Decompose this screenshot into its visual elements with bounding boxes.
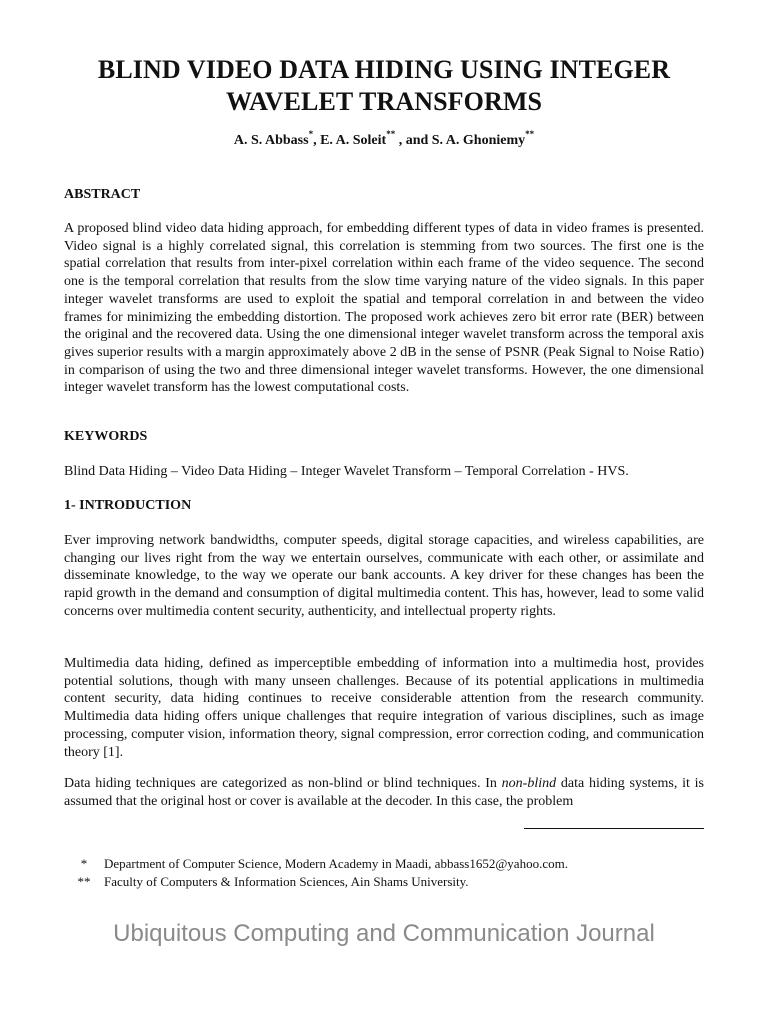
intro-paragraph-2: Multimedia data hiding, defined as imperceptible embedding of information into a multimedia host, provides potential solutions, though with many unseen challenges. Because of its potential applications in multimedia content security, data hiding continues to receive considerable attention from the research community. Multimedia data hiding offers unique challenges that require integration of various disciplines, such as image processing, computer vision, information theory, signal compression, error correction coding, and communication theory [1]. — [64, 656, 704, 760]
footnote-text: Faculty of Computers & Information Sciences, Ain Shams University. — [104, 874, 469, 889]
intro-paragraph-3-end: data hiding systems, it is assumed that the original host or cover is available at the decoder. In this case, the problem — [64, 776, 704, 809]
keywords-heading: KEYWORDS — [64, 429, 148, 444]
author-name: S. A. Ghoniemy — [431, 133, 526, 148]
author-list — [50, 131, 718, 151]
introduction-heading: 1- INTRODUCTION — [64, 498, 192, 513]
footnote-affiliation-2 — [64, 873, 724, 891]
footnote-mark: ** — [77, 874, 91, 889]
author-separator: , and — [395, 133, 432, 148]
journal-footer: Ubiquitous Computing and Communication Journal — [113, 920, 655, 947]
intro-paragraph-3-start: Data hiding techniques are categorized as non-blind or blind techniques. In — [64, 776, 502, 791]
abstract-text: A proposed blind video data hiding approach, for embedding different types of data in video frames is presented. Video signal is a highly correlated signal, this correlation is stemming from two sources. The first one is the spatial correlation that results from inter-pixel correlation within each frame of the video sequence. The second one is the temporal correlation that results from the slow time varying nature of the video signals. In this paper integer wavelet transforms are used to exploit the spatial and temporal correlation in and between the video frames for minimizing the embedding distortion. The proposed work achieves zero bit error rate (BER) between the original and the recovered data. Using the one dimensional integer wavelet transform across the temporal axis gives superior results with a margin approximately above 2 dB in the sense of PSNR (Peak Signal to Noise Ratio) in comparison of using the two and three dimensional integer wavelet transforms. However, the one dimensional integer wavelet transform has the lowest computational costs. — [64, 221, 704, 396]
non-blind-term: non-blind — [501, 776, 557, 791]
author-separator: , — [313, 133, 321, 148]
author-affiliation-mark: ** — [386, 129, 396, 139]
footnote-affiliation-1 — [64, 855, 724, 873]
author-affiliation-mark: * — [308, 129, 314, 139]
footnote-mark: * — [80, 856, 88, 871]
title-line-1: BLIND VIDEO DATA HIDING USING INTEGER — [97, 55, 671, 84]
intro-paragraph-1: Ever improving network bandwidths, computer speeds, digital storage capacities, and wireless capabilities, are changing our lives right from the way we entertain ourselves, communicate with each other, or assimilate and disseminate knowledge, to the way we operate our bank accounts. A key driver for these changes has been the rapid growth in the demand and consumption of digital multimedia content. This has, however, lead to some valid concerns over multimedia content security, authenticity, and intellectual property rights. — [64, 533, 704, 619]
paper-title — [50, 54, 718, 118]
abstract-heading: ABSTRACT — [64, 187, 141, 202]
keywords-text: Blind Data Hiding – Video Data Hiding – Integer Wavelet Transform – Temporal Correlation - HVS. — [64, 464, 629, 479]
author-name: E. A. Soleit — [320, 133, 387, 148]
intro-paragraph-3 — [64, 775, 704, 810]
title-line-2: WAVELET TRANSFORMS — [225, 87, 543, 116]
footnote-text: Department of Computer Science, Modern Academy in Maadi, abbass1652@yahoo.com. — [104, 856, 568, 871]
footnote-divider — [524, 828, 704, 829]
author-affiliation-mark: ** — [525, 129, 535, 139]
author-name: A. S. Abbass — [233, 133, 309, 148]
